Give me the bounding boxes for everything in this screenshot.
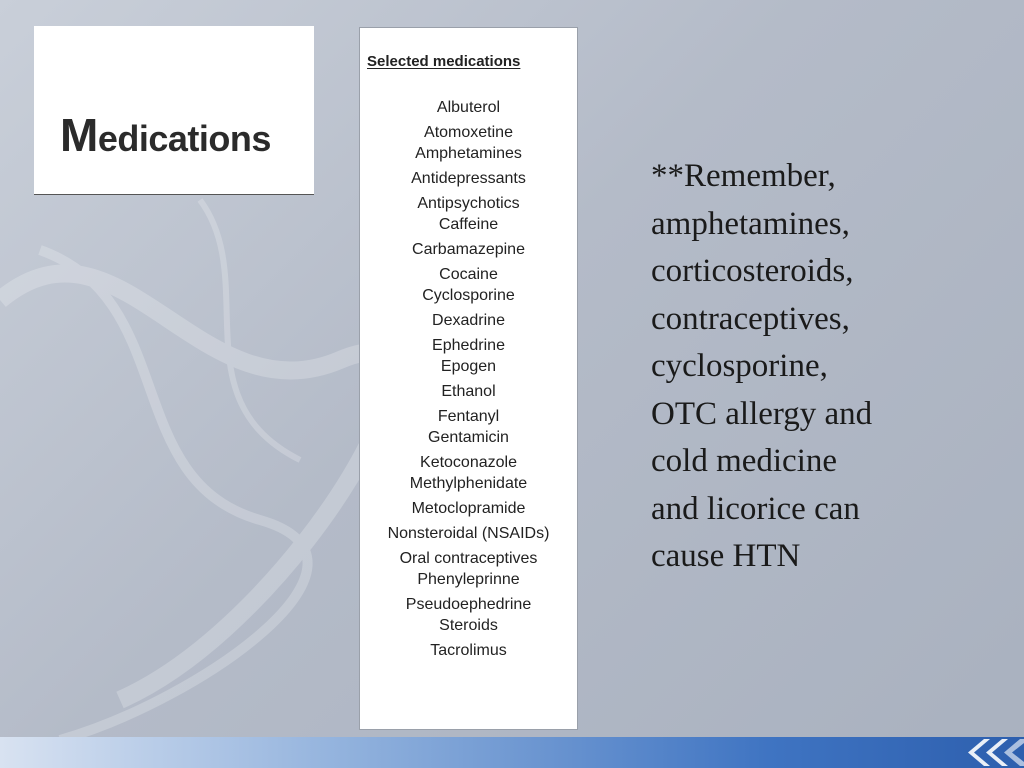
list-item: Metoclopramide [411,500,526,517]
title-rest: edications [97,118,271,159]
list-item: Tacrolimus [430,642,507,659]
list-item: Atomoxetine [424,124,513,141]
list-item: Carbamazepine [412,241,525,258]
note-line: cause HTN [651,538,801,574]
list-item: Cocaine [439,266,498,283]
list-item: Methylphenidate [409,475,528,492]
title-initial: M [60,109,98,161]
list-item: Pseudoephedrine [405,596,532,613]
list-item: Cyclosporine [422,287,515,304]
note-line: contraceptives, [651,300,850,337]
slide-title [60,109,271,161]
list-item: Fentanyl [437,408,500,425]
title-box [34,26,314,195]
list-item: Nonsteroidal (NSAIDs) [387,525,550,542]
medications-header: Selected medications [367,53,521,70]
note-line: cyclosporine, [651,348,828,384]
list-item: Oral contraceptives [399,550,538,567]
list-item: Ephedrine [432,337,505,354]
note-line: and licorice can [651,490,860,527]
note-line: corticosteroids, [651,253,854,289]
note-line: **Remember, [651,158,836,194]
double-chevron-left-icon [954,737,1024,768]
note-line: OTC allergy and [651,395,873,432]
note-line: cold medicine [651,443,838,479]
list-item: Caffeine [438,216,499,233]
note-line: amphetamines, [651,205,850,242]
list-item: Ketoconazole [420,454,517,471]
list-item: Amphetamines [415,145,522,162]
list-item: Steroids [439,617,498,634]
footer-accent-bar [0,737,1024,768]
list-item: Dexadrine [432,312,505,329]
htn-note [651,153,951,581]
list-item: Gentamicin [428,429,509,446]
list-item: Albuterol [436,99,501,116]
medications-panel [359,27,578,730]
list-item: Epogen [440,358,497,375]
list-item: Ethanol [441,383,496,400]
list-item: Antidepressants [411,170,526,187]
list-item: Phenyleprinne [417,571,520,588]
list-item: Antipsychotics [417,195,520,212]
